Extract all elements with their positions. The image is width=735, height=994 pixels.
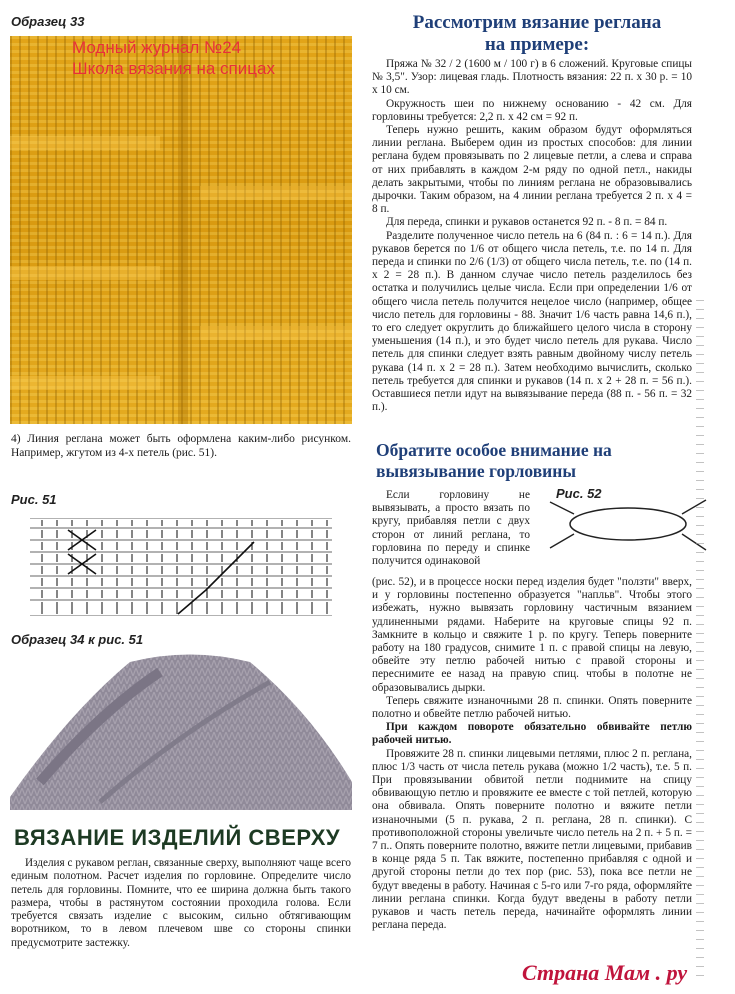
top-down-text: Изделия с рукавом реглан, связанные сверху, выполняют чаще всего единым полотном. Расчет изделия по горловине. Определите число петель для горловины. Помните, что ее ширина должна быть такого размера, чтобы в растянутом состоянии проходила голова. Если требуется связать изделие с высоким, сильно обтягивающим воротником, то в левом плечевом шве со стороны спинки предусмотрите застежку.: [11, 857, 351, 949]
neckline-diagram-fig52: [548, 494, 708, 558]
neckline-text-narrow: Если горловину не вывязывать, а просто вязать по кругу, прибавляя петли с двух сторон от линий реглана, то горловина по переду и спинке получится одинаковой: [372, 489, 530, 568]
raglan-example-heading: Рассмотрим вязание реглана на примере:: [412, 12, 662, 55]
bold-instruction: При каждом повороте обязательно обвивайте петлю рабочей нитью.: [372, 721, 692, 747]
top-down-heading: ВЯЗАНИЕ ИЗДЕЛИЙ СВЕРХУ: [14, 825, 341, 850]
knitting-chart-fig51: [30, 518, 332, 616]
school-title-overlay: Школа вязания на спицах: [72, 59, 275, 78]
caption-raglan-line: 4) Линия реглана может быть оформлена каким-либо рисунком. Например, жгутом из 4-х петель (рис. 51).: [11, 433, 351, 459]
magazine-title-overlay: Модный журнал №24: [72, 38, 242, 57]
raglan-example-text: Пряжа № 32 / 2 (1600 м / 100 г) в 6 сложений. Круговые спицы № 3,5". Узор: лицевая гладь. Плотность вязания: 22 п. х 30 р. = 10 х 10 см. Окружность шеи по нижнему основанию - 42 см. Для горловины требуется: 2,2 п. х 42 см = 92 п. Теперь нужно решить, каким образом будут оформляться линии реглана. Выберем один из простых способов: для линии реглана будем провязывать по 2 лицевые петли, а слева и справа от них прибавлять в каждом 2-м ряду по одной петл., накиды делать закрытыми, чтобы по линиям реглана не образовывались дырочки. Таким образом, на 4 линии реглана требуется 2 п. х 4 = 8 п. Для переда, спинки и рукавов останется 92 п. - 8 п. = 84 п. Разделите полученное число петель на 6 (84 п. : 6 = 14 п.). Для рукавов берется по 1/6 от общего числа петель, т.е. по 14 п. Для переда и спинки по 2/6 (1/3) от общего числа петель, т.е. по (14 п. х 2 = 28 п.). В данном случае число петель разделилось без остатка и получились целые числа. Если при определении 1/6 от общего числа петель получится нецелое число (например, общее число петель для горловины - 88. Значит 1/6 часть равна 14,6 п.), то его следует округлить до ближайшего целого числа в сторону уменьшения (14 п.), и это будет число петель для рукава. Число петель для спинки следует взять равным двойному числу петель рукава (14 п. х 2 = 28 п.). Затем необходимо вычислить, сколько петель требуется для спинки и рукавов (14 п. х 2 + 28 п. = 56 п.). Оставшиеся петли идут на вывязывание переда (88 п. - 56 п. = 32 п.).: [372, 58, 692, 414]
strana-mam-watermark: Страна Мам . ру: [522, 960, 688, 985]
fig-52-label: Рис. 52: [556, 486, 602, 501]
sample-34-label: Образец 34 к рис. 51: [11, 632, 144, 647]
knit-sample-yellow-photo: [10, 36, 352, 424]
neckline-attention-heading: Обратите особое внимание на вывязывание горловины: [376, 440, 612, 481]
fig-51-label: Рис. 51: [11, 492, 57, 507]
knit-sample-purple-photo: [10, 652, 352, 810]
neckline-text-main: (рис. 52), и в процессе носки перед изделия будет "ползти" вверх, и у горловины постепенно образуется "напльв". Чтобы этого избежать, нужно вывязать горловину частичным вязанием удлиненными рядами. Наберите на круговые спицы 92 п. Замкните в кольцо и свяжите 1 р. по кругу. Теперь поверните работу на 180 градусов, снимите 1 п. с правой спицы на левую, обвейте эту петлю рабочей нитью с правой стороны и переснимите ее назад на правую спиц. чтобы в полотне не образовывались дырки. Теперь свяжите изнаночными 28 п. спинки. Опять поверните полотно и обвейте петлю рабочей нитью. При каждом повороте обязательно обвивайте петлю рабочей нитью. Провяжите 28 п. спинки лицевыми петлями, плюс 2 п. реглана, плюс 1/3 часть от числа петель рукава (можно 1/2 часть), т.е. 5 п. При провязывании обвитой петли поднимите на спицу обвивающую петлю и провяжите ее вместе с той петлей, которую она обвивала. Опять поверните полотно и вяжите петли изнаночными (5 п. рукава, 2 п. реглана, 28 п. спинки). С противоположной стороны увеличьте число петель на 2 п. + 5 п. = 7 п.. Опять поверните полотно, вяжите петли лицевыми, прибавив в конце ряда 5 п. Так вяжите, постепенно прибавляя с одной и другой стороны петли до тех пор (рис. 53), пока все петли не будут введены в работу. Начиная с 5-го или 7-го ряда, оформляйте линии реглана спинки. Когда будут введены в работу петли рукавов и часть петель переда, начинайте оформлять линии реглана переда.: [372, 576, 692, 932]
sample-33-label: Образец 33: [11, 14, 85, 29]
page-edge-ruler: [696, 300, 704, 980]
